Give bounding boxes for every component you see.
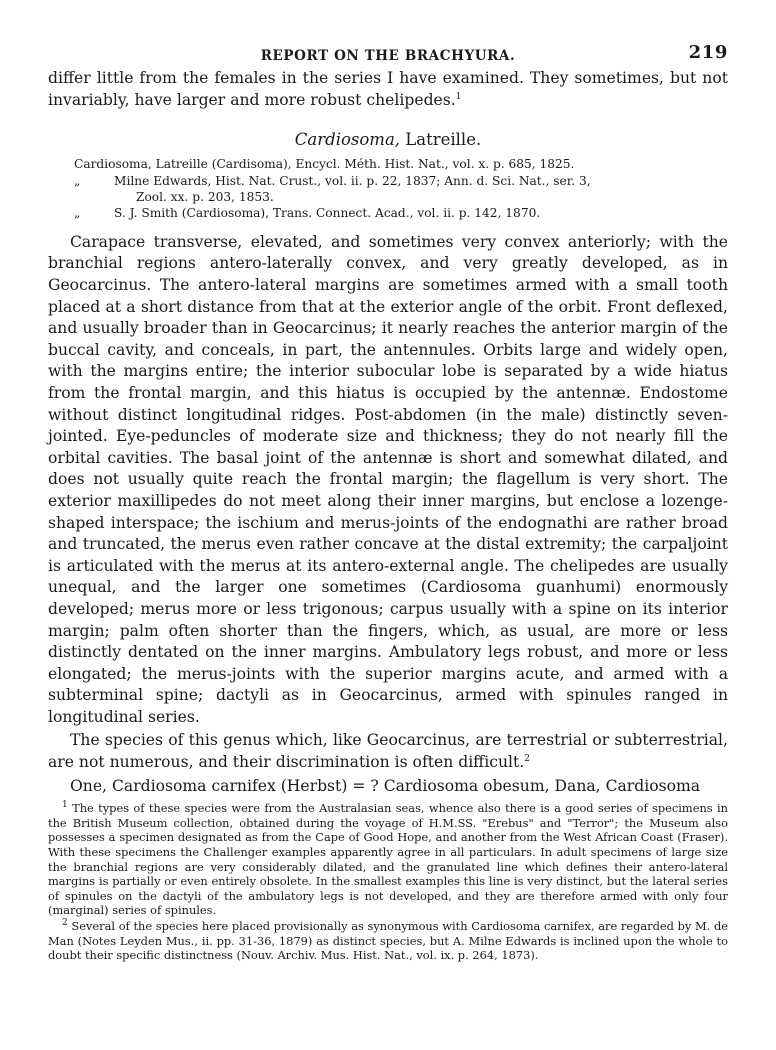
- footnote-1-text: The types of these species were from the Australasian seas, whence also there is a good series of specimens in the British Museum collection, obtained during the voyage of H.M.SS. "Erebus" and "Terror"; the Museum also possesses a specimen designated as from the Cape of Good Hope, and another from the West African Coast (Fraser). With these specimens the Challenger examples apparently agree in all particulars. In adult specimens of large size the branchial regions are very considerably dilated, and the granulated line which defines their antero-lateral margins is partially or even entirely obsolete. In the smallest examples this line is very distinct, but the lateral series of spinules on the dactyli of the ambulatory legs is not developed, and they are therefore armed with only four (marginal) series of spinules.: [48, 801, 729, 918]
- synonymy-line-2-continued: Zool. xx. p. 203, 1853.: [136, 190, 274, 204]
- ditto-mark: „: [74, 206, 81, 221]
- intro-text: differ little from the females in the series I have examined. They sometimes, but not invariably, have larger and more robust chelipedes.: [48, 69, 728, 109]
- continuation-paragraph: One, Cardiosoma carnifex (Herbst) = ? Cardiosoma obesum, Dana, Cardiosoma: [70, 776, 701, 795]
- species-paragraph: [48, 730, 728, 773]
- footnotes: [48, 801, 728, 963]
- intro-paragraph: [48, 68, 728, 111]
- footnote-2-text: Several of the species here placed provisionally as synonymous with Cardiosoma carnifex, are regarded by M. de Man (Notes Leyden Mus., ii. pp. 31-36, 1879) as distinct species, but A. Milne Edwards is inclined upon the whole to doubt their specific distinctness (Nouv. Archiv. Mus. Hist. Nat., vol. ix. p. 264, 1873).: [48, 919, 728, 963]
- synonymy-line-3: [48, 205, 728, 221]
- genus-heading: [48, 130, 728, 149]
- footnote-ref-1: 1: [455, 91, 462, 102]
- synonymy-line-1: Cardiosoma, Latreille (Cardisoma), Encycl. Méth. Hist. Nat., vol. x. p. 685, 1825.: [74, 157, 575, 172]
- species-text: The species of this genus which, like Geocarcinus, are terrestrial or subterrestrial, are not numerous, and their discrimination is often difficult.: [48, 731, 728, 772]
- footnote-2: [48, 919, 728, 963]
- genus-name: Cardiosoma,: [294, 130, 401, 150]
- genus-author: Latreille.: [405, 130, 482, 150]
- footnote-1-mark: 1: [62, 800, 68, 811]
- synonymy-block: [48, 156, 728, 222]
- page: [48, 42, 728, 963]
- synonymy-line-3-text: S. J. Smith (Cardiosoma), Trans. Connect. Acad., vol. ii. p. 142, 1870.: [114, 206, 541, 221]
- footnote-1: [48, 801, 728, 918]
- footnote-2-mark: 2: [62, 918, 68, 929]
- footnote-ref-2: 2: [524, 753, 530, 764]
- genus-description-paragraph: Carapace transverse, elevated, and sometimes very convex anteriorly; with the branchial regions antero-laterally convex, and very greatly developed, as in Geocarcinus. The antero-lateral margins are sometimes armed with a small tooth placed at a short distance from that at the exterior angle of the orbit. Front deflexed, and usually broader than in Geocarcinus; it nearly reaches the anterior margin of the buccal cavity, and conceals, in part, the antennules. Orbits large and widely open, with the margins entire; the interior subocular lobe is separated by a wide hiatus from the frontal margin, and this hiatus is occupied by the antennæ. Endostome without distinct longitudinal ridges. Post-abdomen (in the male) distinctly seven-jointed. Eye-peduncles of moderate size and thickness; they do not nearly fill the orbital cavities. The basal joint of the antennæ is short and somewhat dilated, and does not usually quite reach the frontal margin; the flagellum is very short. The exterior maxillipedes do not meet along their inner margins, but enclose a lozenge-shaped interspace; the ischium and merus-joints of the endognathi are rather broad and truncated, the merus even rather concave at the distal extremity; the carpaljoint is articulated with the merus at its antero-external angle. The chelipedes are usually unequal, and the larger one sometimes (Cardiosoma guanhumi) enormously developed; merus more or less trigonous; carpus usually with a spine on its interior margin; palm often shorter than the fingers, which, as usual, are more or less distinctly dentated on the inner margins. Ambulatory legs robust, and more or less elongated; the merus-joints with the superior margins acute, and armed with a subterminal spine; dactyli as in Geocarcinus, armed with spinules ranged in longitudinal series.: [48, 232, 728, 726]
- synonymy-line-2: [48, 173, 728, 189]
- synonymy-line-2-text: Milne Edwards, Hist. Nat. Crust., vol. ii. p. 22, 1837; Ann. d. Sci. Nat., ser. 3,: [114, 173, 591, 188]
- page-number: 219: [688, 42, 728, 63]
- running-title: REPORT ON THE BRACHYURA.: [260, 48, 516, 64]
- ditto-mark: „: [74, 173, 81, 188]
- running-header: [48, 42, 728, 68]
